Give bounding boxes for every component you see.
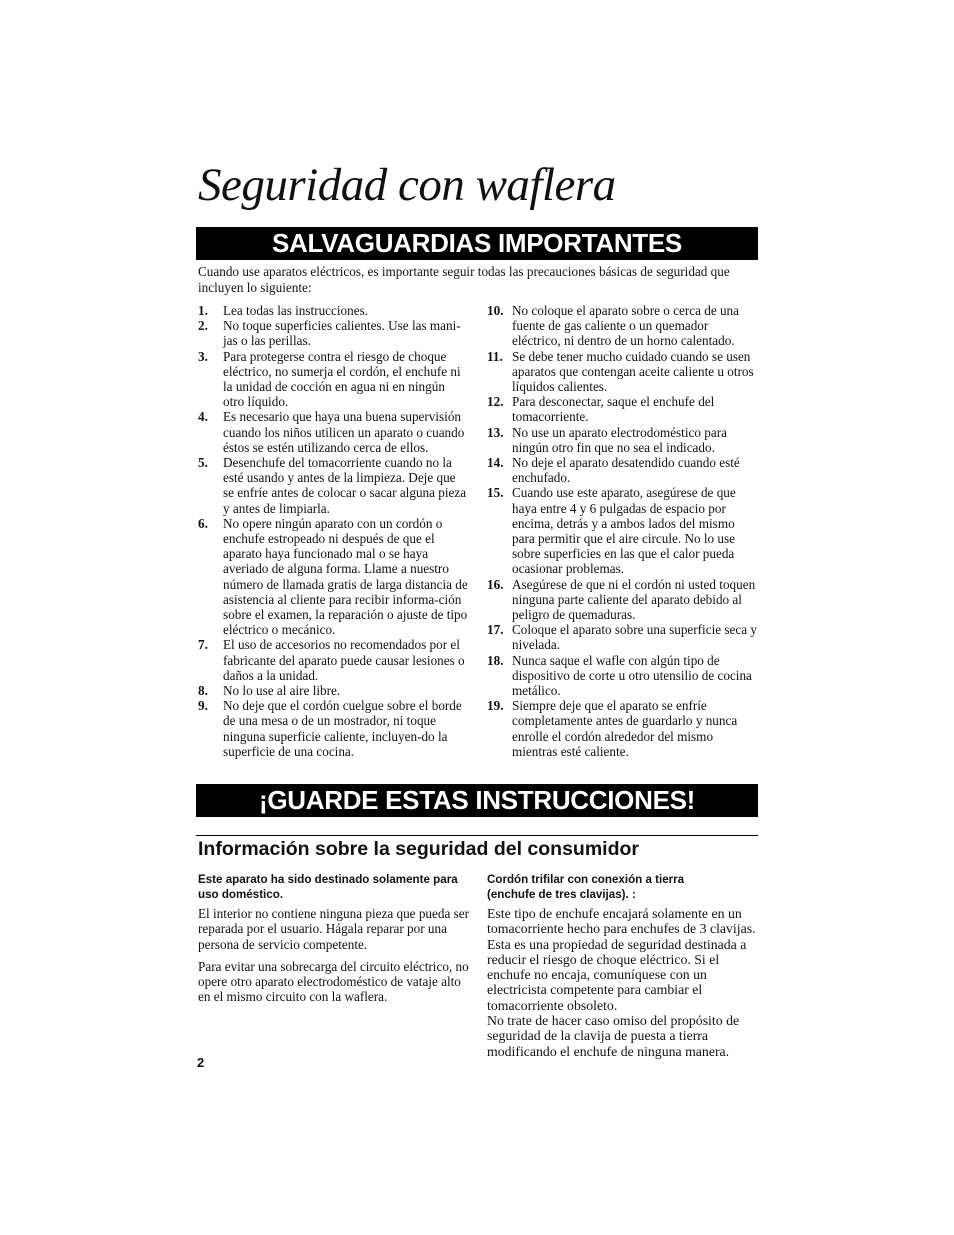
item-text: No coloque el aparato sobre o cerca de una fuente de gas caliente o un quemador eléctrico, ni dentro de un horno calentado. bbox=[512, 303, 740, 349]
grounded-cord-column bbox=[487, 873, 759, 1066]
item-text: Desenchufe del tomacorriente cuando no la esté usando y antes de la limpieza. Deje que se enfríe antes de colocar o sacar alguna pieza y antes de limpiarla. bbox=[223, 455, 467, 516]
list-item bbox=[198, 455, 468, 516]
grounded-plug-paragraph bbox=[487, 906, 759, 1059]
item-number: 8. bbox=[198, 683, 208, 699]
list-item bbox=[198, 349, 468, 410]
grounded-cord-subhead-line1: Cordón trifilar con conexión a tierra bbox=[487, 873, 685, 886]
item-number: 5. bbox=[198, 455, 208, 471]
household-use-subhead: Este aparato ha sido destinado solamente para uso doméstico. bbox=[198, 873, 458, 901]
item-number: 10. bbox=[487, 303, 504, 318]
grounded-cord-subhead bbox=[487, 873, 759, 902]
grounded-cord-subhead-line2: (enchufe de tres clavijas). : bbox=[487, 887, 636, 901]
item-number: 16. bbox=[487, 576, 504, 592]
list-item bbox=[487, 303, 759, 349]
item-text: No use un aparato electrodoméstico para ningún otro fin que no sea el indicado. bbox=[512, 424, 727, 455]
consumer-safety-heading: Información sobre la seguridad del consumidor bbox=[198, 838, 639, 860]
save-instructions-banner: ¡GUARDE ESTAS INSTRUCCIONES! bbox=[196, 784, 758, 817]
list-item bbox=[198, 318, 468, 348]
page-number: 2 bbox=[197, 1055, 205, 1070]
item-number: 18. bbox=[487, 652, 504, 668]
intro-text: Cuando use aparatos eléctricos, es importante seguir todas las precauciones básicas de seguridad que incluyen lo siguiente: bbox=[198, 264, 730, 295]
page-title: Seguridad con waflera bbox=[198, 159, 616, 211]
list-item bbox=[487, 577, 759, 623]
item-number: 2. bbox=[198, 318, 208, 334]
safeguards-list-left bbox=[198, 303, 468, 759]
item-text: Coloque el aparato sobre una superficie seca y nivelada. bbox=[512, 622, 757, 653]
item-number: 12. bbox=[487, 394, 504, 410]
item-number: 15. bbox=[487, 485, 504, 501]
service-paragraph: El interior no contiene ninguna pieza que pueda ser reparada por el usuario. Hágala reparar por una persona de servicio competente. bbox=[198, 906, 469, 952]
safeguards-list-right bbox=[487, 303, 759, 759]
list-item bbox=[487, 349, 759, 395]
list-item bbox=[487, 425, 759, 455]
item-number: 7. bbox=[198, 637, 208, 653]
list-item bbox=[198, 516, 468, 638]
item-number: 17. bbox=[487, 622, 504, 638]
item-text: Asegúrese de que ni el cordón ni usted toquen ninguna parte caliente del aparato debido al peligro de quemaduras. bbox=[512, 576, 756, 623]
item-number: 11. bbox=[487, 348, 503, 364]
circuit-overload-paragraph: Para evitar una sobrecarga del circuito eléctrico, no opere otro aparato electrodoméstico de vatajе alto en el mismo circuito con la waflera. bbox=[198, 958, 469, 1005]
household-use-column bbox=[198, 873, 474, 1012]
item-number: 4. bbox=[198, 409, 208, 425]
list-item bbox=[198, 683, 468, 698]
item-text: Siempre deje que el aparato se enfríe completamente antes de guardarlo y nunca enrolle el cordón alrededor del mismo mientras esté caliente. bbox=[512, 698, 738, 759]
list-item bbox=[487, 653, 759, 699]
grounded-plug-text: Este tipo de enchufe encajará solamente en un tomacorriente hecho para enchufes de 3 clavijas. Esta es una propiedad de seguridad destinada a reducir el riesgo de choque eléctrico. Si el enchufe no encaja, comuníquese con un electricista competente para cambiar el tomacorriente obsoleto. bbox=[487, 906, 756, 1013]
list-item bbox=[198, 698, 468, 759]
safeguards-banner: SALVAGUARDIAS IMPORTANTES bbox=[196, 227, 758, 260]
item-number: 6. bbox=[198, 515, 208, 531]
item-number: 3. bbox=[198, 348, 208, 364]
item-text: El uso de accesorios no recomendados por el fabricante del aparato puede causar lesiones o daños a la unidad. bbox=[223, 637, 465, 683]
item-text: No deje que el cordón cuelgue sobre el borde de una mesa o de un mostrador, ni toque ninguna superficie caliente, incluyen-do la superficie de una cocina. bbox=[223, 698, 462, 759]
item-text: Cuando use este aparato, asegúrese de que haya entre 4 y 6 pulgadas de espacio por encima, detrás y a ambos lados del mismo para permitir que el aire circule. No lo use sobre superficies en las que el calor pueda ocasionar problemas. bbox=[512, 485, 736, 577]
grounding-pin-text: No trate de hacer caso omiso del propósito de seguridad de la clavija de puesta a tierra modificando el enchufe de ninguna manera. bbox=[487, 1013, 740, 1059]
list-item bbox=[487, 698, 759, 759]
item-number: 9. bbox=[198, 698, 208, 714]
item-text: Es necesario que haya una buena supervisión cuando los niños utilicen un aparato o cuando éstos se estén utilizando cerca de ellos. bbox=[223, 409, 465, 455]
item-text: Se debe tener mucho cuidado cuando se usen aparatos que contengan aceite caliente u otros líquidos calientes. bbox=[512, 348, 754, 395]
list-item bbox=[198, 637, 468, 683]
item-text: No opere ningún aparato con un cordón o enchufe estropeado ni después de que el aparato haya funcionado mal o se haya averiado de alguna forma. Llame a nuestro número de llamada gratis de larga distancia de asistencia al cliente para recibir informa-ción sobre el examen, la reparación o ajuste de tipo eléctrico o mecánico. bbox=[223, 515, 468, 638]
item-text: No deje el aparato desatendido cuando esté enchufado. bbox=[512, 455, 740, 486]
item-number: 14. bbox=[487, 455, 504, 471]
item-text: Para protegerse contra el riesgo de choque eléctrico, no sumerja el cordón, el enchufe ni la unidad de cocción en agua ni en ningún otro líquido. bbox=[223, 348, 461, 410]
item-text: No toque superficies calientes. Use las mani-jas o las perillas. bbox=[223, 318, 461, 349]
list-item bbox=[487, 485, 759, 576]
list-item bbox=[198, 303, 468, 318]
item-number: 13. bbox=[487, 424, 504, 440]
item-number: 1. bbox=[198, 303, 208, 318]
item-text: Para desconectar, saque el enchufe del tomacorriente. bbox=[512, 394, 715, 425]
item-text: Lea todas las instrucciones. bbox=[223, 303, 369, 318]
list-item bbox=[198, 409, 468, 455]
list-item bbox=[487, 622, 759, 652]
item-number: 19. bbox=[487, 698, 504, 714]
list-item bbox=[487, 394, 759, 424]
item-text: No lo use al aire libre. bbox=[223, 683, 341, 699]
item-text: Nunca saque el wafle con algún tipo de dispositivo de corte u otro utensilio de cocina metálico. bbox=[512, 652, 752, 699]
list-item bbox=[487, 455, 759, 485]
